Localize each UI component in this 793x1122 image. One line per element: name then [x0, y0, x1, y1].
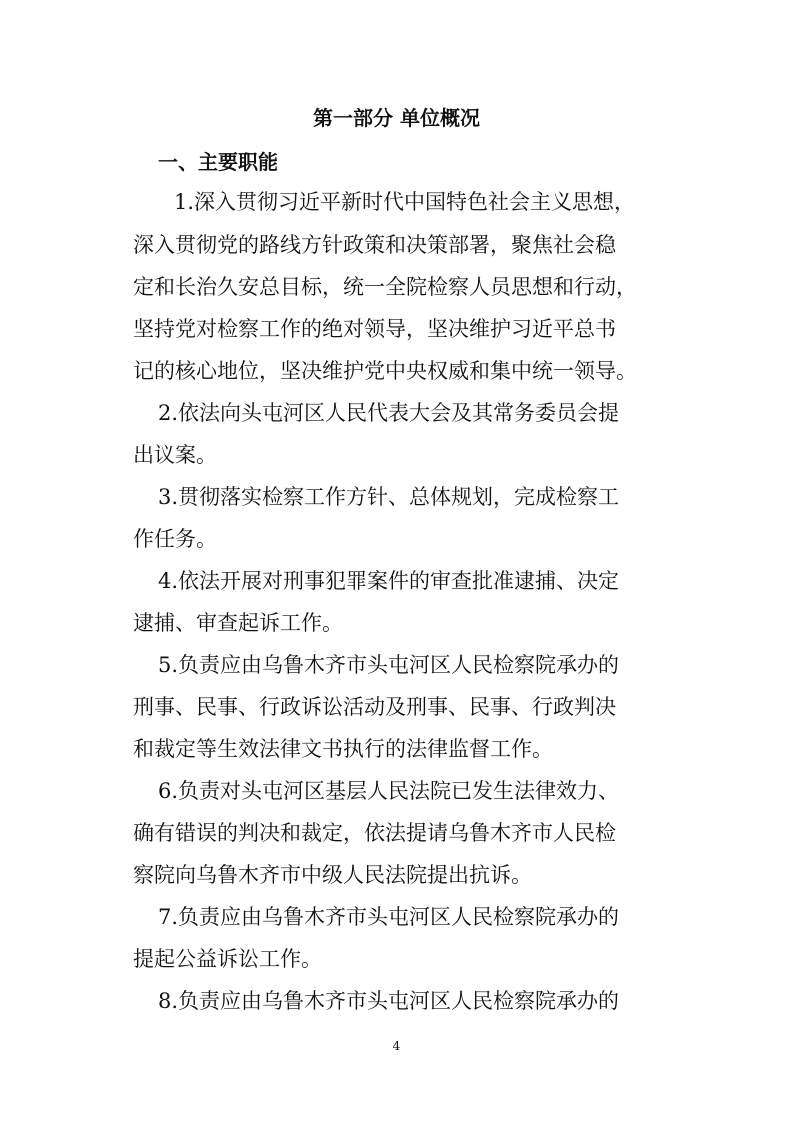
body-line: 确有错误的判决和裁定，依法提请乌鲁木齐市人民检	[133, 821, 616, 845]
body-line: 深入贯彻党的路线方针政策和决策部署，聚焦社会稳	[133, 233, 616, 257]
body-line: 刑事、民事、行政诉讼活动及刑事、民事、行政判决	[133, 695, 616, 719]
body-line: 4.依法开展对刑事犯罪案件的审查批准逮捕、决定	[158, 569, 620, 593]
body-line: 和裁定等生效法律文书执行的法律监督工作。	[133, 737, 553, 761]
section-heading: 一、主要职能	[158, 150, 278, 174]
body-line: 提起公益诉讼工作。	[133, 947, 322, 971]
body-line: 1.深入贯彻习近平新时代中国特色社会主义思想，	[174, 190, 636, 214]
body-line: 3.贯彻落实检察工作方针、总体规划，完成检察工	[158, 485, 620, 509]
page-title: 第一部分 单位概况	[313, 106, 480, 130]
body-line: 坚持党对检察工作的绝对领导，坚决维护习近平总书	[133, 317, 616, 341]
body-line: 逮捕、审查起诉工作。	[133, 611, 343, 635]
body-line: 定和长治久安总目标，统一全院检察人员思想和行动，	[133, 275, 637, 299]
body-line: 5.负责应由乌鲁木齐市头屯河区人民检察院承办的	[158, 653, 620, 677]
body-line: 出议案。	[133, 443, 217, 467]
body-line: 记的核心地位，坚决维护党中央权威和集中统一领导。	[133, 359, 637, 383]
body-line: 6.负责对头屯河区基层人民法院已发生法律效力、	[158, 779, 620, 803]
body-line: 7.负责应由乌鲁木齐市头屯河区人民检察院承办的	[158, 905, 620, 929]
page-number: 4	[392, 1039, 401, 1053]
body-line: 察院向乌鲁木齐市中级人民法院提出抗诉。	[133, 863, 532, 887]
body-line: 8.负责应由乌鲁木齐市头屯河区人民检察院承办的	[158, 989, 620, 1013]
body-line: 2.依法向头屯河区人民代表大会及其常务委员会提	[158, 401, 620, 425]
body-line: 作任务。	[133, 527, 217, 551]
